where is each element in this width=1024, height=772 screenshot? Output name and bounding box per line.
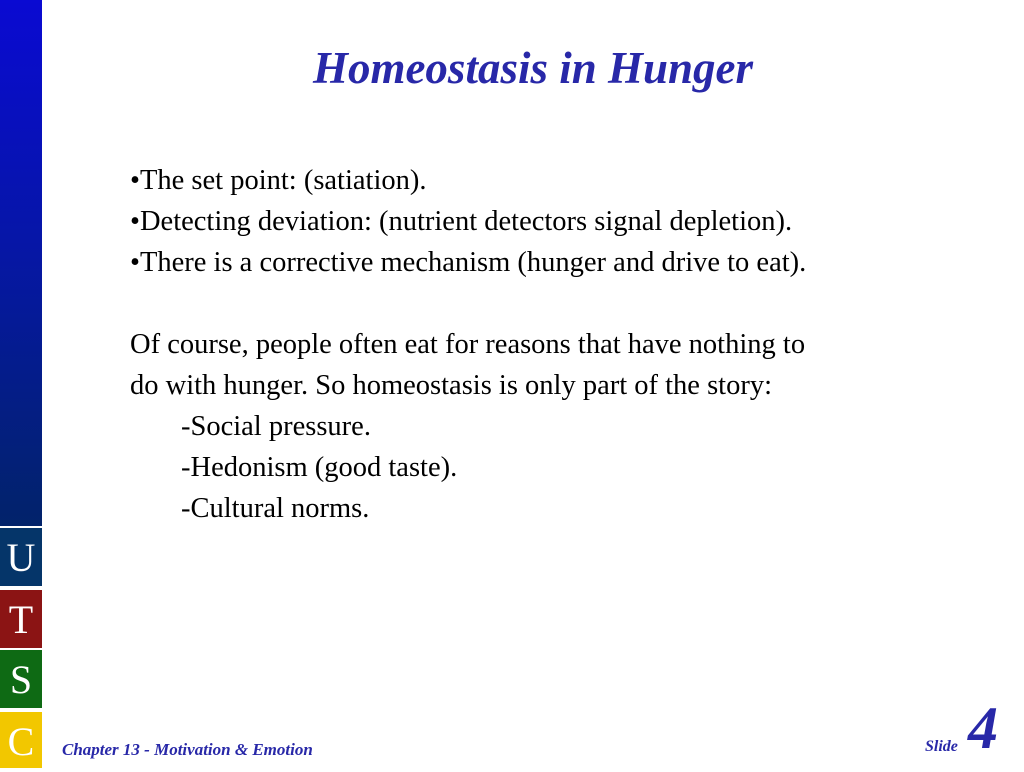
sub-list-item: -Cultural norms. (181, 493, 370, 524)
paragraph-spacer (130, 283, 1010, 324)
footer-slide-label: Slide (925, 738, 958, 755)
logo-letter-c: C (0, 710, 42, 768)
bullet-item: •The set point: (satiation). (130, 165, 427, 196)
sub-list-item: -Social pressure. (181, 411, 371, 442)
sub-list-item: -Hedonism (good taste). (181, 452, 458, 483)
bullet-item: •There is a corrective mechanism (hunger and drive to eat). (130, 247, 807, 278)
sidebar (0, 0, 42, 768)
footer-chapter-label: Chapter 13 - Motivation & Emotion (62, 740, 313, 759)
footer-slide-number: 4 (968, 695, 998, 761)
slide-title: Homeostasis in Hunger (312, 43, 754, 93)
bullet-item: •Detecting deviation: (nutrient detectors signal depletion). (130, 206, 793, 237)
logo-letter-t: T (0, 588, 42, 648)
paragraph-line: Of course, people often eat for reasons that have nothing to (130, 329, 806, 360)
logo-letter-s: S (0, 648, 42, 708)
logo-letter-u: U (0, 526, 42, 586)
slide-body (130, 160, 1010, 529)
sidebar-gradient-bar (0, 0, 42, 526)
paragraph-line: do with hunger. So homeostasis is only part of the story: (130, 370, 773, 401)
